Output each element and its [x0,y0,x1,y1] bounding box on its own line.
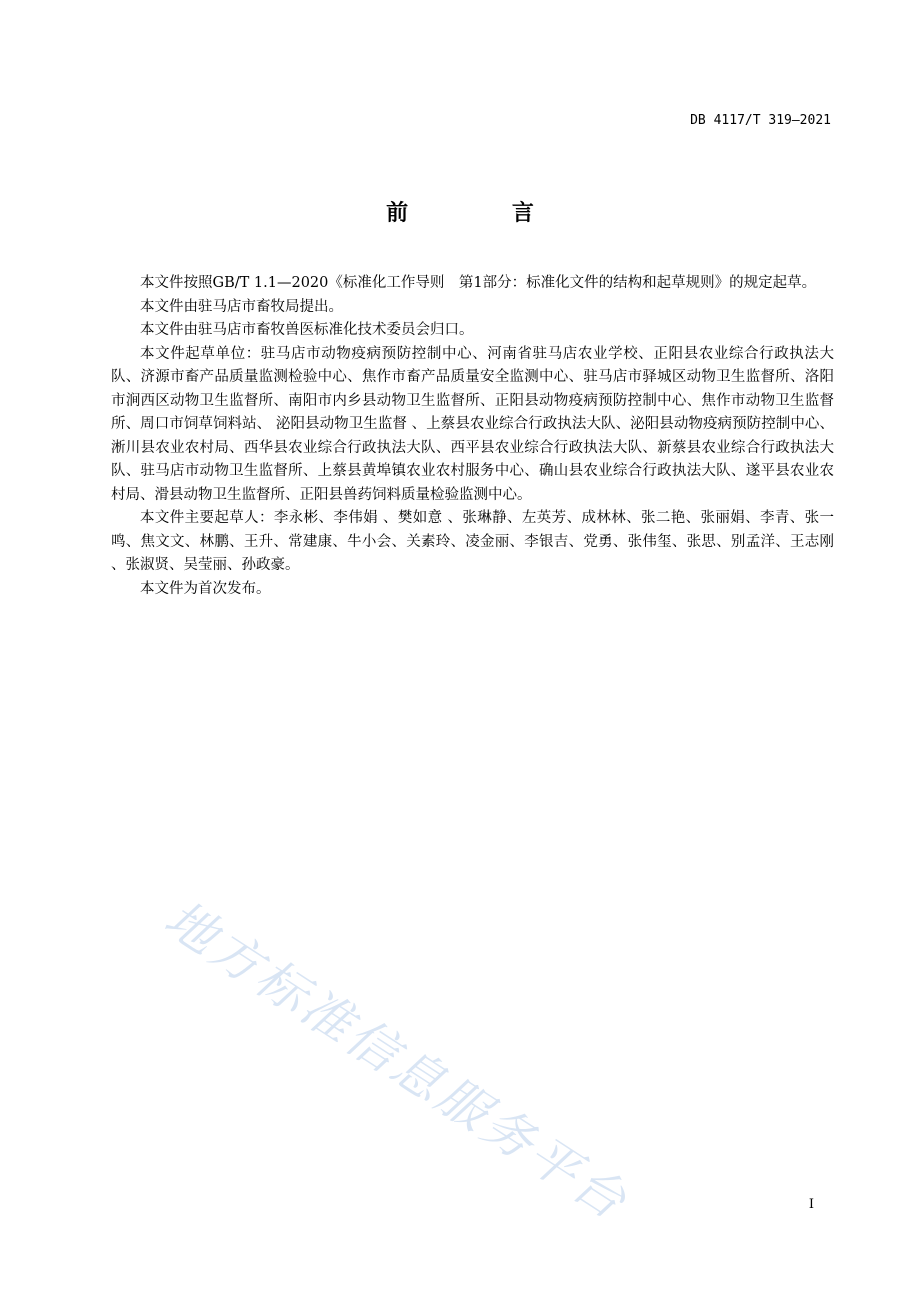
page-title: 前 言 [386,201,582,226]
paragraph-first-release: 本文件为首次发布。 [140,580,271,597]
paragraph-drafting-rules: 本文件按照GB/T 1.1—2020《标准化工作导则 第1部分：标准化文件的结构和起草规则》的规定起草。 [140,275,817,291]
foreword-body [111,272,834,601]
page-number: I [808,1197,814,1212]
document-code: DB 4117/T 319—2021 [690,113,831,128]
paragraph-drafting-units: 本文件起草单位：驻马店市动物疫病预防控制中心、河南省驻马店农业学校、正阳县农业综合行政执法大队、济源市畜产品质量监测检验中心、焦作市畜产品质量安全监测中心、驻马店市驿城区动物卫生监督所、洛阳市涧西区动物卫生监督所、南阳市内乡县动物卫生监督所、正阳县动物疫病预防控制中心、焦作市动物卫生监督所、周口市饲草饲料站、 泌阳县动物卫生监督 、上蔡县农业综合行政执法大队、泌阳县动物疫病预防控制中心、淅川县农业农村局、西华县农业综合行政执法大队、西平县农业综合行政执法大队、新蔡县农业综合行政执法大队、驻马店市动物卫生监督所、上蔡县黄埠镇农业农村服务中心、确山县农业综合行政执法大队、遂平县农业农村局、滑县动物卫生监督所、正阳县兽药饲料质量检验监测中心。 [111,345,834,503]
watermark: 地方标准信息服务平台 [154,889,639,1232]
paragraph-managed-by: 本文件由驻马店市畜牧兽医标准化技术委员会归口。 [140,322,474,338]
paragraph-main-drafters: 本文件主要起草人：李永彬、李伟娟 、樊如意 、张琳静、左英芳、成林林、张二艳、张丽娟、李青、张一鸣、焦文文、林鹏、王升、常建康、牛小会、关素玲、凌金丽、李银吉、党勇、张伟玺、张思、别孟洋、王志刚 、张淑贤、吴莹丽、孙政豪。 [111,510,834,573]
paragraph-proposed-by: 本文件由驻马店市畜牧局提出。 [140,298,343,315]
